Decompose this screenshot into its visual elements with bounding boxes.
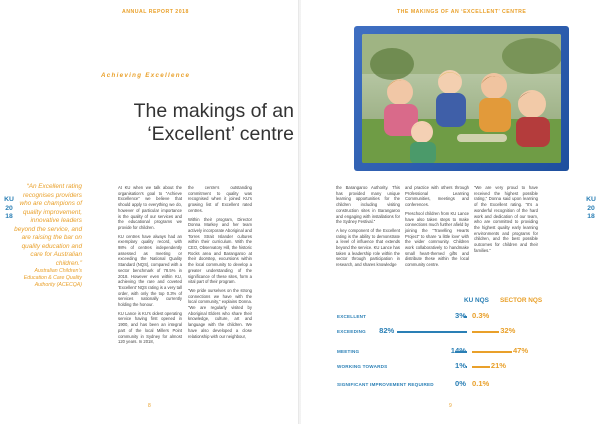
- right-page: [301, 0, 600, 424]
- right-column-2: [405, 185, 469, 271]
- paragraph: Within their program, Director Donna Markey and her team actively incorporate Aboriginal and Torres Strait Islander cultures within their curriculum. With the CEO, Observatory Hill, the historic Rocks area and Barangaroo at their doorstep, excursions within the local community to develop a greater understanding of the significance of these sites, form a vital part of their program.: [188, 216, 252, 285]
- children-photo: [362, 34, 561, 163]
- paragraph: the Barangaroo Authority. This has provided many unique learning opportunities for the children including visiting construction sites in Barangaroo and engaging with installations for the Sydney Festival.”: [336, 185, 400, 225]
- ku-2018-logo: [584, 196, 598, 222]
- logo-line1: KU: [4, 196, 14, 203]
- ku-value-label: 3%: [455, 311, 466, 320]
- paragraph: “We are very proud to have received the highest possible rating,” Donna said upon learning of the Excellent rating. “It’s a wonderful recognition of the hard work and dedication of our team, who are committed to providing the highest quality early learning environments and programs for children, and the best possible outcomes for children and their families.”: [474, 185, 538, 253]
- ku-bar: [466, 366, 467, 368]
- logo-line3: 18: [587, 213, 595, 220]
- paragraph: A key component of the Excellent rating is the ability to demonstrate a level of influence that extends beyond the service. KU Lance has taken a leadership role within the sector through participation in research, and shares knowledge: [336, 227, 400, 268]
- logo-line2: 20: [5, 204, 13, 212]
- sector-value-label: 32%: [500, 326, 516, 335]
- photo-frame: [354, 26, 569, 171]
- left-column-2: [188, 185, 252, 342]
- sector-value-label: 21%: [490, 361, 507, 370]
- left-page: [0, 0, 299, 424]
- legend-sector-nqs: SECTOR NQS: [500, 297, 543, 304]
- children-playing-illustration: [362, 34, 561, 163]
- running-head: THE MAKINGS OF AN ‘EXCELLENT’ CENTRE: [397, 9, 527, 15]
- right-column-1: [336, 185, 400, 271]
- page-number: 8: [148, 403, 151, 409]
- chart-category-label: WORKING TOWARDS: [337, 364, 388, 369]
- sector-value-label: 0.3%: [472, 311, 490, 320]
- sector-bar: [472, 351, 512, 353]
- sector-bar: [472, 366, 490, 368]
- logo-line2: 20: [587, 204, 595, 212]
- paragraph: and practice with others through Professional Learning Communities, meetings and conferences.: [405, 185, 469, 208]
- ku-value-label: 14%: [450, 346, 466, 355]
- paragraph: Preschool children from KU Lance have also taken steps to make connections much further afield by joining the “Travelling Hearts Project” to share ‘a little love’ with the wider community. Children work collaboratively to handmake small heart-themed gifts and distribute these within the local community centre.: [405, 210, 469, 268]
- ku-value-label: 1%: [455, 361, 466, 370]
- paragraph: At KU when we talk about the organisation’s goal to “Achieve Excellence” we believe that should apply to everything we do, however of particular importance is the quality of our services and the educational programs we provide for children.: [118, 185, 182, 230]
- ku-value-label: 82%: [379, 326, 395, 335]
- chart-category-label: EXCEEDING: [337, 329, 366, 334]
- paragraph: KU Lance is KU’s oldest operating service having first opened in 1900, and has been an integral part of the local Millers Point community in Sydney for almost 120 years. In 2018,: [118, 310, 182, 345]
- sector-value-label: 0.1%: [472, 379, 490, 388]
- section-label: Achieving Excellence: [101, 72, 191, 79]
- chart-category-label: EXCELLENT: [337, 314, 367, 319]
- running-head: ANNUAL REPORT 2018: [122, 9, 189, 15]
- chart-category-label: SIGNIFICANT IMPROVEMENT REQUIRED: [337, 382, 434, 387]
- chart-category-label: MEETING: [337, 349, 360, 354]
- page-title: The makings of an ‘Excellent’ centre: [133, 100, 294, 145]
- ku-bar: [397, 331, 467, 333]
- sector-value-label: 47%: [512, 346, 529, 355]
- paragraph: KU centres have always had an exemplary quality record, with 98% of centres independently assessed as meeting or exceeding the National Quality Standard (NQS), compared with a sector benchmark of 78.5% in 2018. However even within KU, achieving the rare and coveted ‘Excellent’ NQS rating is a very tall order, with only the top 0.3% of services nationally currently holding the honour.: [118, 233, 182, 308]
- paragraph: the centre’s outstanding commitment to quality was recognised when it joined KU’s growing list of Excellent rated centres.: [188, 185, 252, 213]
- ku-value-label: 0%: [455, 379, 466, 388]
- left-column-1: [118, 185, 182, 348]
- page-number: 9: [449, 403, 452, 409]
- quote-attribution: Australian Children’s Education & Care Quality Authority (ACECQA): [23, 268, 82, 288]
- legend-ku-nqs: KU NQS: [464, 297, 489, 304]
- pull-quote: “An Excellent rating recognises providers who are champions of quality improvement, innovative leaders beyond the service, and are raising the bar on quality education and care for Australian children.”: [14, 183, 82, 267]
- right-column-3: [474, 185, 538, 256]
- logo-line1: KU: [586, 196, 596, 203]
- logo-line3: 18: [5, 213, 13, 220]
- sector-bar: [472, 331, 499, 333]
- paragraph: “We pride ourselves on the strong connections we have with the local community,” explains Donna. “We are regularly visited by Aboriginal Elders who share their knowledge, culture, art and language with the children. We have also developed a close relationship with our neighbour,: [188, 287, 252, 339]
